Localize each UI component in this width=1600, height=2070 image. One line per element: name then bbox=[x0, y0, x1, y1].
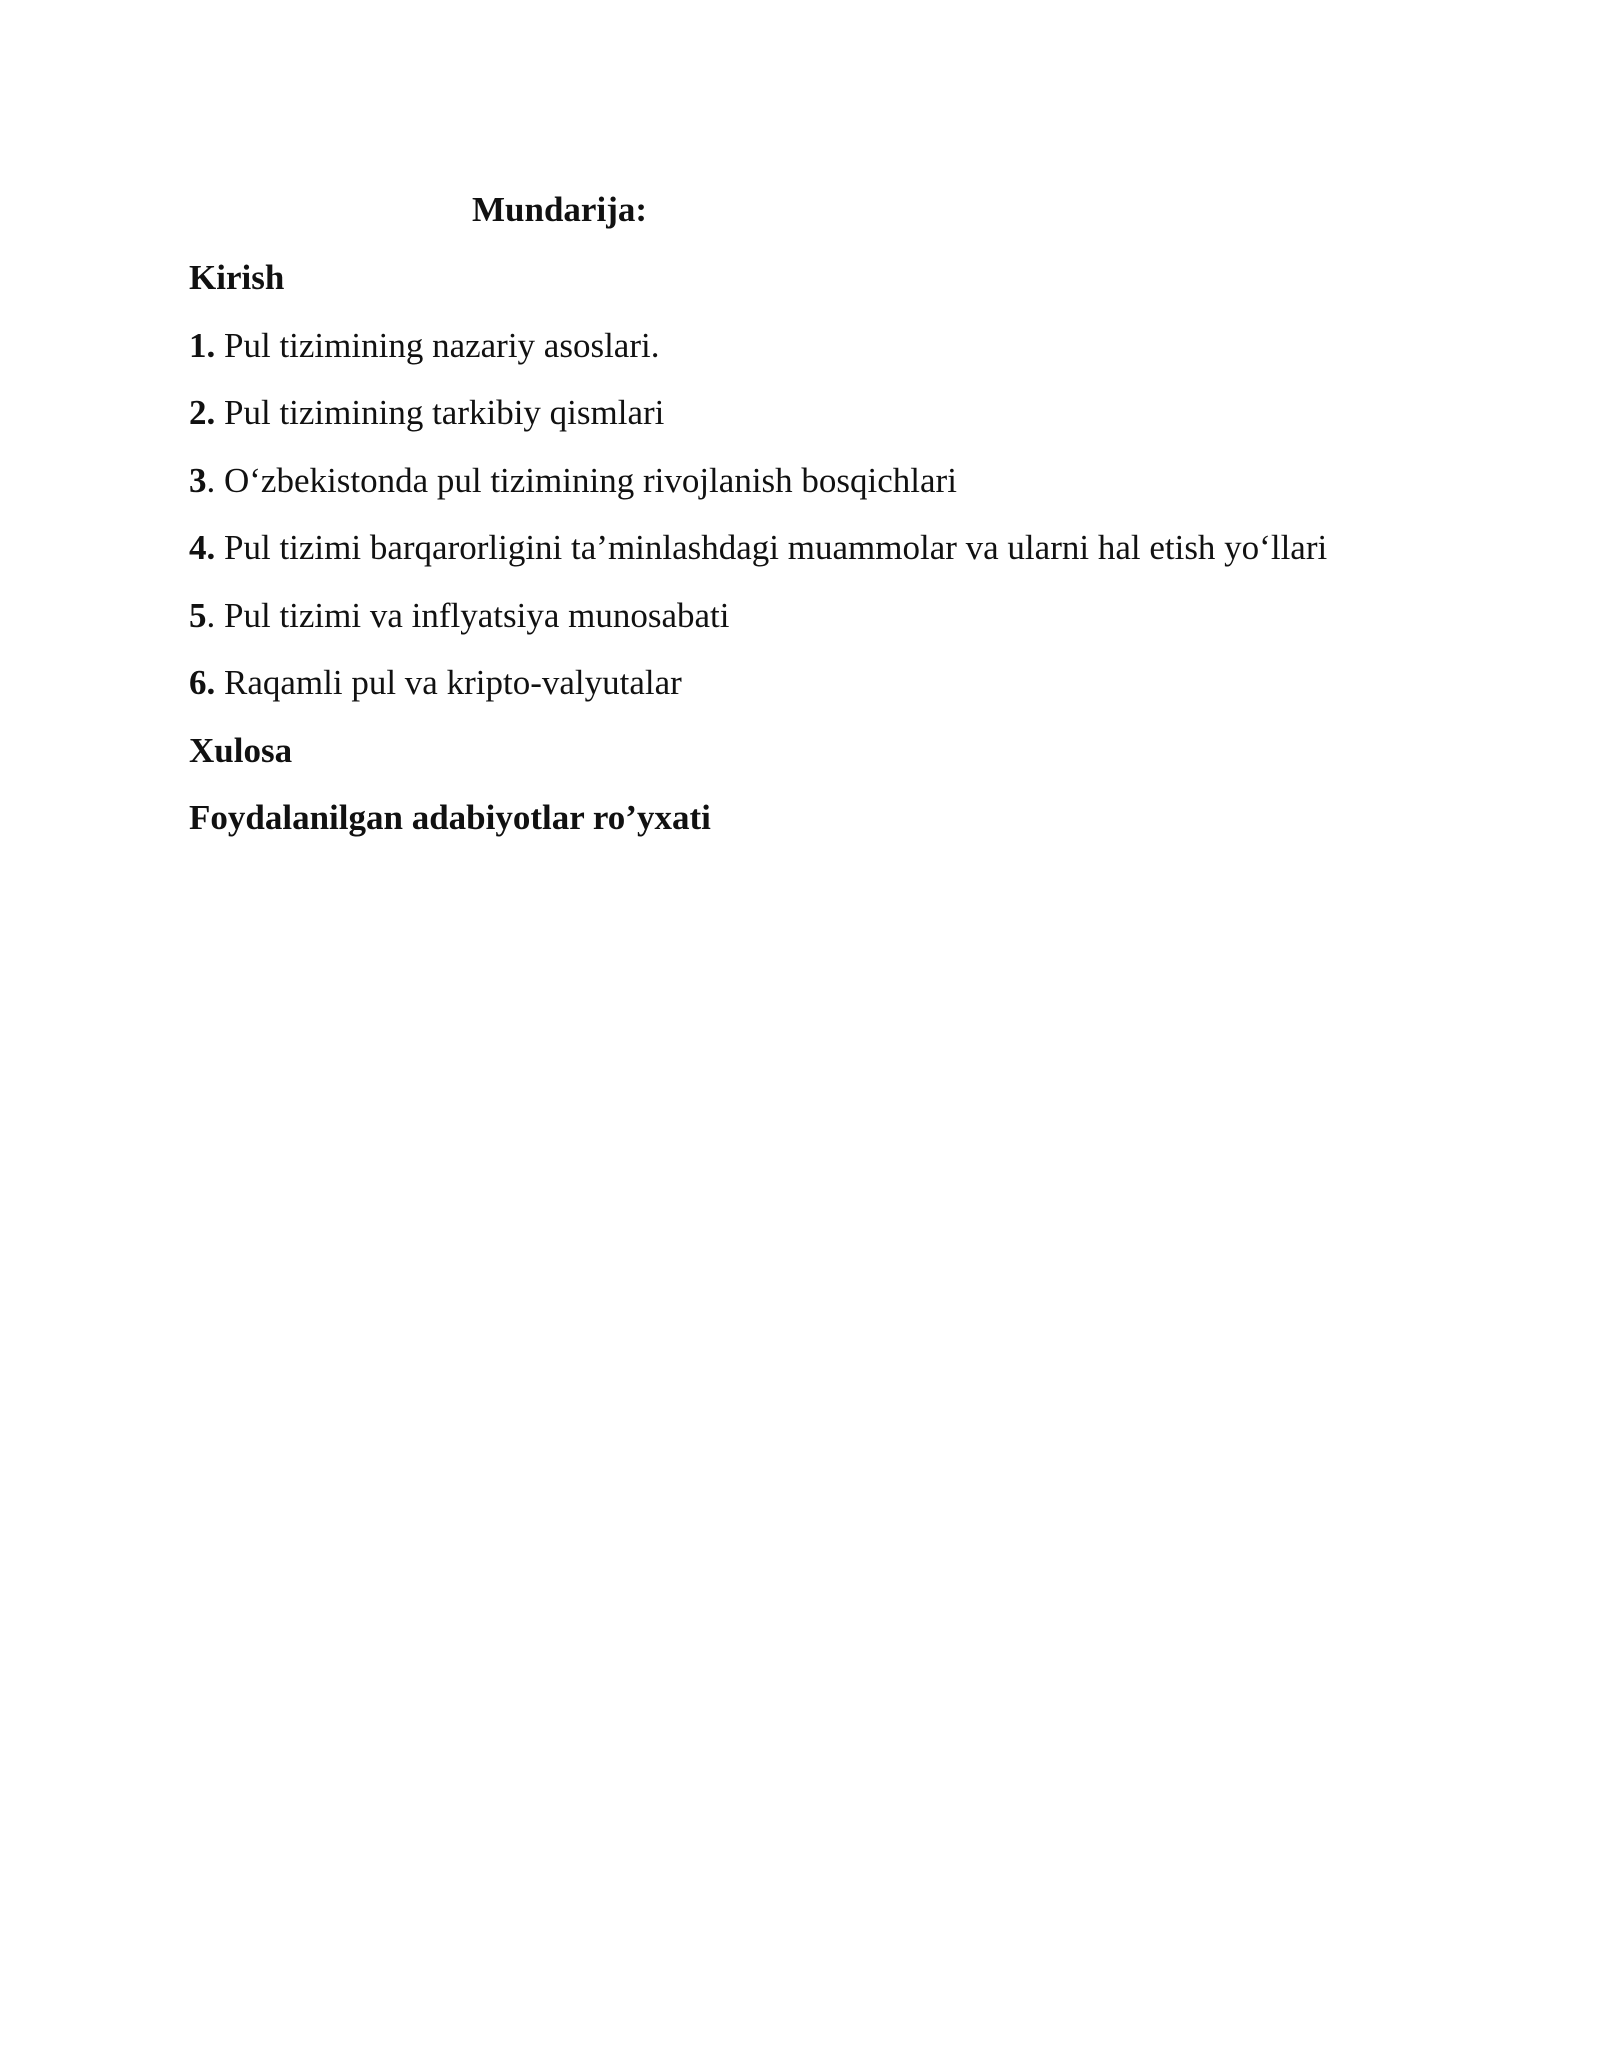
toc-item-5 bbox=[189, 592, 1489, 660]
toc-item-text: . Pul tizimi va inflyatsiya munosabati bbox=[206, 595, 730, 635]
toc-item-text: Raqamli pul va kripto-valyutalar bbox=[215, 663, 682, 702]
toc-item-4 bbox=[189, 524, 1489, 592]
toc-references: Foydalanilgan adabiyotlar ro’yxati bbox=[189, 798, 711, 837]
toc-item-text: . O‘zbekistonda pul tizimining rivojlanish bosqichlari bbox=[206, 460, 957, 500]
toc-item-3 bbox=[189, 457, 1489, 525]
toc-item-2 bbox=[189, 389, 1489, 457]
toc-item-6 bbox=[189, 659, 1489, 727]
toc-item-text: Pul tizimi barqarorligini ta’minlashdagi muammolar va ularni hal etish yo‘llari bbox=[215, 528, 1328, 567]
toc-conclusion: Xulosa bbox=[189, 730, 293, 770]
toc-item-1 bbox=[189, 322, 1489, 390]
toc-title: Mundarija: bbox=[472, 190, 647, 229]
toc-item-number: 1. bbox=[189, 325, 216, 365]
toc-item-number: 3 bbox=[189, 460, 207, 500]
toc-item-number: 6. bbox=[189, 663, 216, 702]
toc-item-text: Pul tizimining nazariy asoslari. bbox=[215, 325, 660, 365]
table-of-contents bbox=[189, 254, 1489, 862]
toc-intro: Kirish bbox=[189, 258, 285, 297]
toc-item-number: 2. bbox=[189, 393, 216, 432]
toc-item-number: 5 bbox=[189, 595, 207, 635]
toc-item-text: Pul tizimining tarkibiy qismlari bbox=[215, 393, 665, 432]
toc-item-number: 4. bbox=[189, 528, 216, 567]
